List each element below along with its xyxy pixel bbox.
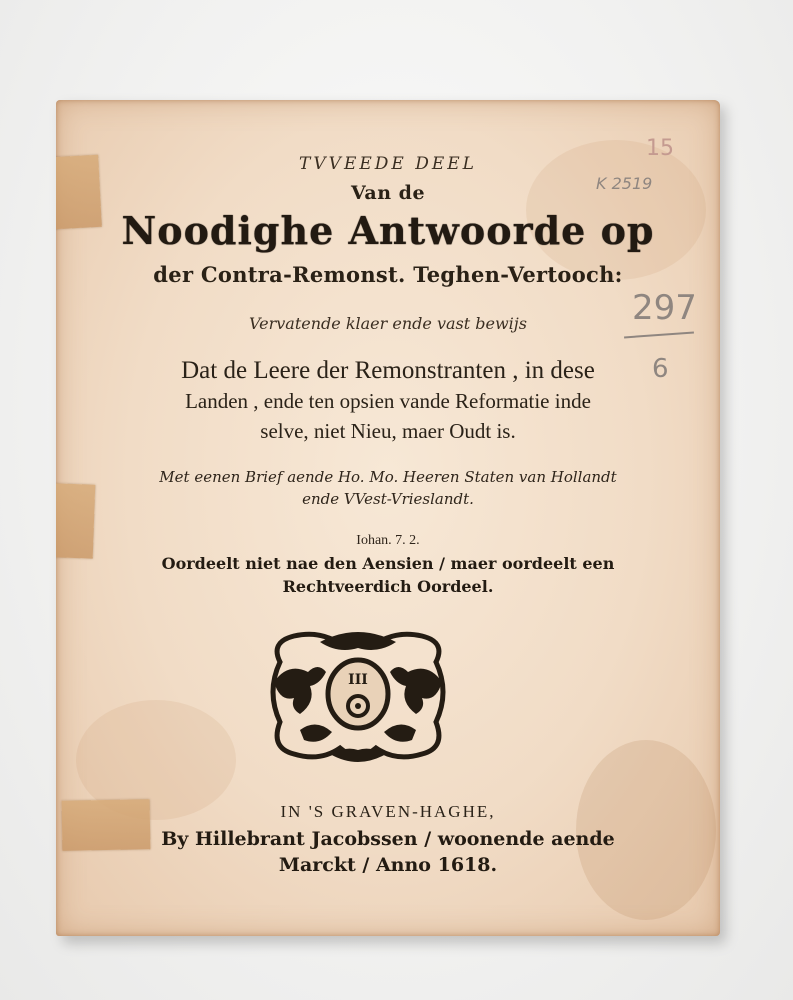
quote-line: Rechtveerdich Oordeel. — [282, 577, 494, 596]
svg-text:III: III — [348, 672, 368, 688]
imprint — [56, 826, 720, 878]
pencil-subnumber: 6 — [652, 354, 669, 384]
scripture-quote — [56, 552, 720, 598]
body-line: selve, niet Nieu, maer Oudt is. — [260, 419, 516, 443]
imprint-line: By Hillebrant Jacobssen / woonende aende — [161, 828, 615, 850]
italic-intro: Vervatende klaer ende vast bewijs — [249, 314, 527, 333]
van-de-line: Van de — [350, 182, 426, 204]
pencil-number: 297 — [632, 288, 697, 328]
body-text — [56, 356, 720, 446]
letter-note — [56, 466, 720, 510]
printer-device-ornament — [260, 622, 456, 770]
letter-line: Met eenen Brief aende Ho. Mo. Heeren Staten van Hollandt — [159, 468, 617, 486]
red-pencil-mark: 15 — [646, 136, 674, 161]
imprint-city: IN 'S GRAVEN-HAGHE, — [280, 802, 496, 821]
scripture-citation: Iohan. 7. 2. — [356, 533, 420, 548]
imprint-line: Marckt / Anno 1618. — [278, 854, 498, 876]
quote-line: Oordeelt niet nae den Aensien / maer oordeelt een — [161, 554, 615, 573]
body-line: Landen , ende ten opsien vande Reformatie inde — [185, 389, 591, 413]
title-page — [56, 100, 720, 936]
part-heading: TVVEEDE DEEL — [299, 154, 477, 174]
main-title: Noodighe Antwoorde op — [121, 208, 655, 253]
body-line: Dat de Leere der Remonstranten , in dese — [181, 357, 595, 384]
catalog-reference: K 2519 — [596, 174, 653, 193]
letter-line: ende VVest-Vrieslandt. — [302, 490, 474, 508]
sub-title: der Contra-Remonst. Teghen-Vertooch: — [153, 262, 623, 287]
